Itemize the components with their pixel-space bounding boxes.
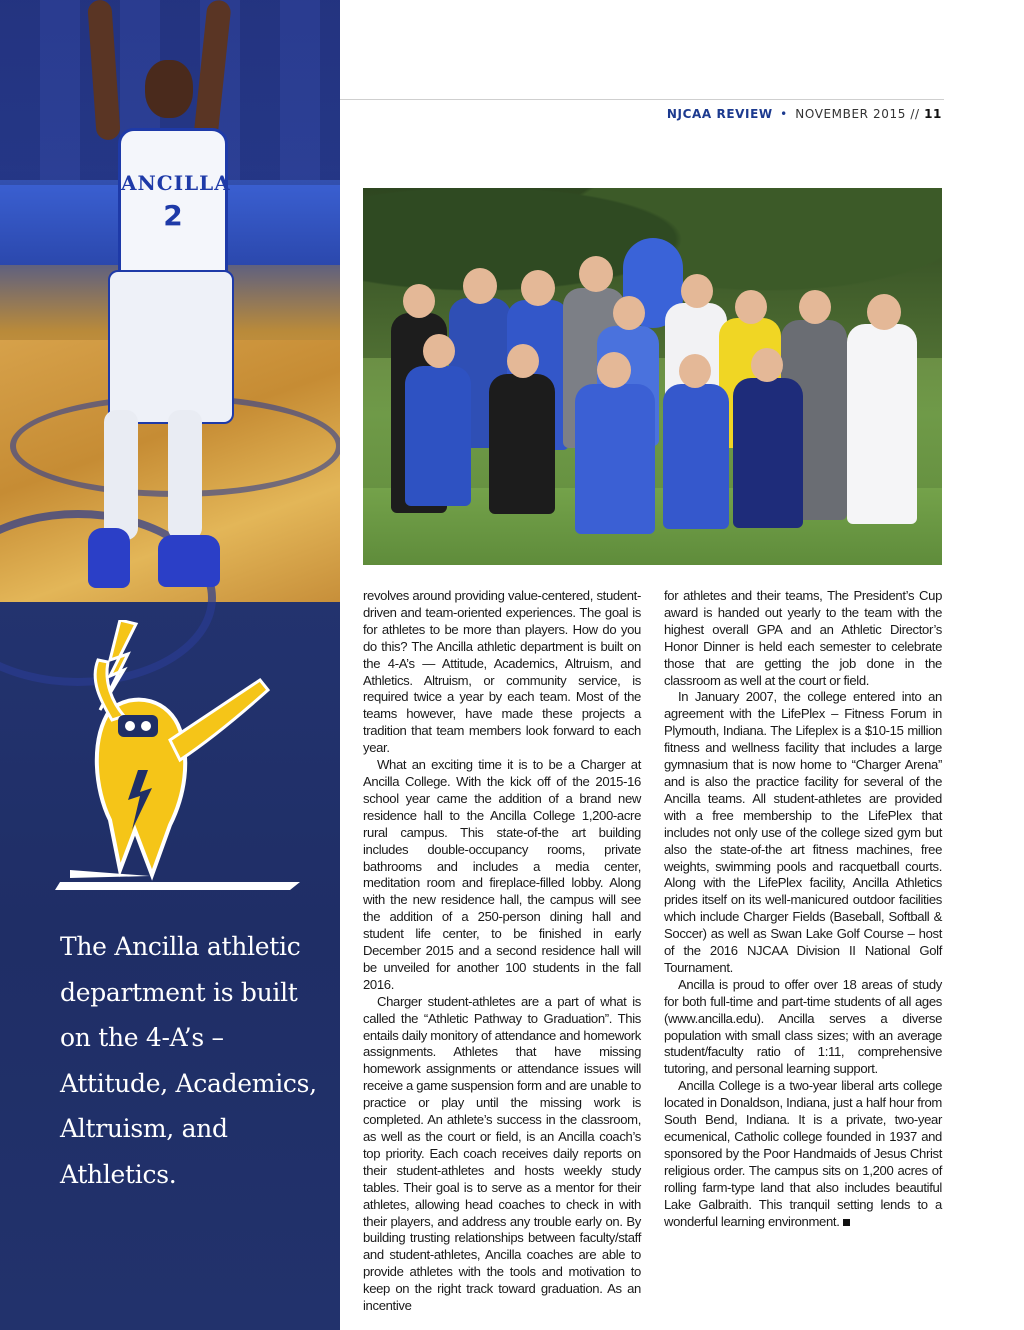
person-front-1 <box>405 366 471 506</box>
pull-quote: The Ancilla athletic department is built on the 4-A’s – Attitude, Academics, Altruism, and Athletics. <box>60 932 317 1189</box>
person-front-4 <box>663 384 729 529</box>
article-column-2 <box>664 588 942 1230</box>
team-photo <box>363 188 942 565</box>
issue-date: NOVEMBER 2015 <box>795 107 906 121</box>
person-head <box>403 284 435 318</box>
publication-name: NJCAA REVIEW <box>666 107 773 121</box>
person-head <box>613 296 645 330</box>
charger-mascot-icon <box>40 620 310 905</box>
person-head <box>751 348 783 382</box>
player-leg-left <box>104 410 138 540</box>
player-jersey <box>118 128 231 284</box>
player-shoe-left <box>88 528 130 588</box>
paragraph: In January 2007, the college entered into an agreement with the LifePlex – Fitness Forum in Plymouth, Indiana. The Lifeplex is a $10-15 million fitness and wellness facility that includes a large gymnasium that is now home to “Charger Arena” and is also the practice facility for several of the Ancilla teams. All student-athletes are provided with a free membership to the LifePlex that includes not only use of the college sized gym but also the state-of-the art fitness machines, free weights, swimming pools and racquetball courts. Along with the LifePlex facility, Ancilla Athletics prides itself on its well-manicured outdoor facilities which include Charger Fields (Baseball, Softball & Soccer) as well as Swan Lake Golf Course – host of the 2016 NJCAA Division II National Golf Tournament. <box>664 689 942 975</box>
person-head <box>507 344 539 378</box>
person-head <box>463 268 497 304</box>
person-front-3 <box>575 384 655 534</box>
person-back-9 <box>847 324 917 524</box>
paragraph: for athletes and their teams, The President’s Cup award is handed out yearly to the team with the highest overall GPA and an Athletic Director’s Honor Dinner is held each semester to celebrate those that are getting the job done in the classroom as well at the court or field. <box>664 588 942 688</box>
person-head <box>681 274 713 308</box>
header-slashes: // <box>910 107 920 121</box>
person-head <box>867 294 901 330</box>
paragraph: Charger student-athletes are a part of what is called the “Athletic Pathway to Graduation”. This entails daily monitory of attendance and homework assignments. Athletes that have missing homework assignments or attendance issues will receive a game suspension form and are unable to practice or play until the missing work is completed. An athlete’s success in the classroom, as well as the court or field, is an Ancilla coach’s top priority. Each coach receives daily reports on their student-athletes and hosts weekly study tables. Their goal is to serve as a mentor for their athletes, allowing head coaches to check in with their players, and address any trouble early on. By building trusting relationships between faculty/staff and student-athletes, Ancilla coaches are able to provide athletes with the tools and motivation to keep on the right track toward graduation. As an incentive <box>363 993 641 1314</box>
end-mark-icon <box>843 1219 850 1226</box>
paragraph: What an exciting time it is to be a Charger at Ancilla College. With the kick off of the 2015-16 school year came the addition of a brand new residence hall to the Ancilla College 1,200-acre rural campus. This state-of-the art building includes double-occupancy rooms, private bathrooms and includes a media center, meditation room and fireplace-filled lobby. Along with the new residence hall, the campus will see the addition of a 250-person dining hall and student life center, to be finished in early December 2015 and a second residence hall will be unveiled for another 100 students in the fall 2016. <box>363 757 641 992</box>
player-shorts <box>108 270 234 424</box>
header-separator: • <box>780 107 788 121</box>
player-leg-right <box>168 410 202 540</box>
paragraph-text: Ancilla College is a two-year liberal arts college located in Donaldson, Indiana, just a half hour from South Bend, Indiana. It is a private, two-year ecumenical, Catholic college founded in 1937 and sponsored by the Poor Handmaids of Jesus Christ religious order. The campus sits on 1,200 acres of rolling farm-type land that also includes beautiful Lake Galbraith. This tranquil setting lends to a wonderful learning environment. <box>664 1078 942 1229</box>
player-shoe-right <box>158 535 220 587</box>
paragraph: revolves around providing value-centered, student-driven and team-oriented experiences. The goal is for athletes to be more than players. How do you do this? The Ancilla athletic department is built on the 4-A’s — Attitude, Academics, Altruism, and Athletics. Altruism, or community service, is required twice a year by each team. Most of the teams however, have made these projects a tradition that team members look forward to each year. <box>363 588 641 756</box>
basketball-player-photo <box>0 0 340 602</box>
paragraph: Ancilla is proud to offer over 18 areas of study for both full-time and part-time students of all ages (www.ancilla.edu). Ancilla serves a diverse population with small class sizes; with an average student/faculty ratio of 1:11, comprehensive tutoring, and personal learning support. <box>664 976 942 1077</box>
player-head <box>145 60 193 118</box>
jersey-text: ANCILLA <box>121 171 231 195</box>
person-head <box>597 352 631 388</box>
person-head <box>735 290 767 324</box>
person-head <box>679 354 711 388</box>
page-number: 11 <box>924 107 942 121</box>
person-head <box>423 334 455 368</box>
person-head <box>799 290 831 324</box>
article-column-1 <box>363 588 641 1315</box>
header-rule <box>340 99 944 100</box>
person-front-2 <box>489 374 555 514</box>
sidebar <box>0 0 340 1330</box>
person-head <box>579 256 613 292</box>
person-head <box>521 270 555 306</box>
paragraph-last <box>664 1078 942 1230</box>
jersey-number: 2 <box>163 199 183 232</box>
person-front-5 <box>733 378 803 528</box>
running-head <box>667 107 942 121</box>
